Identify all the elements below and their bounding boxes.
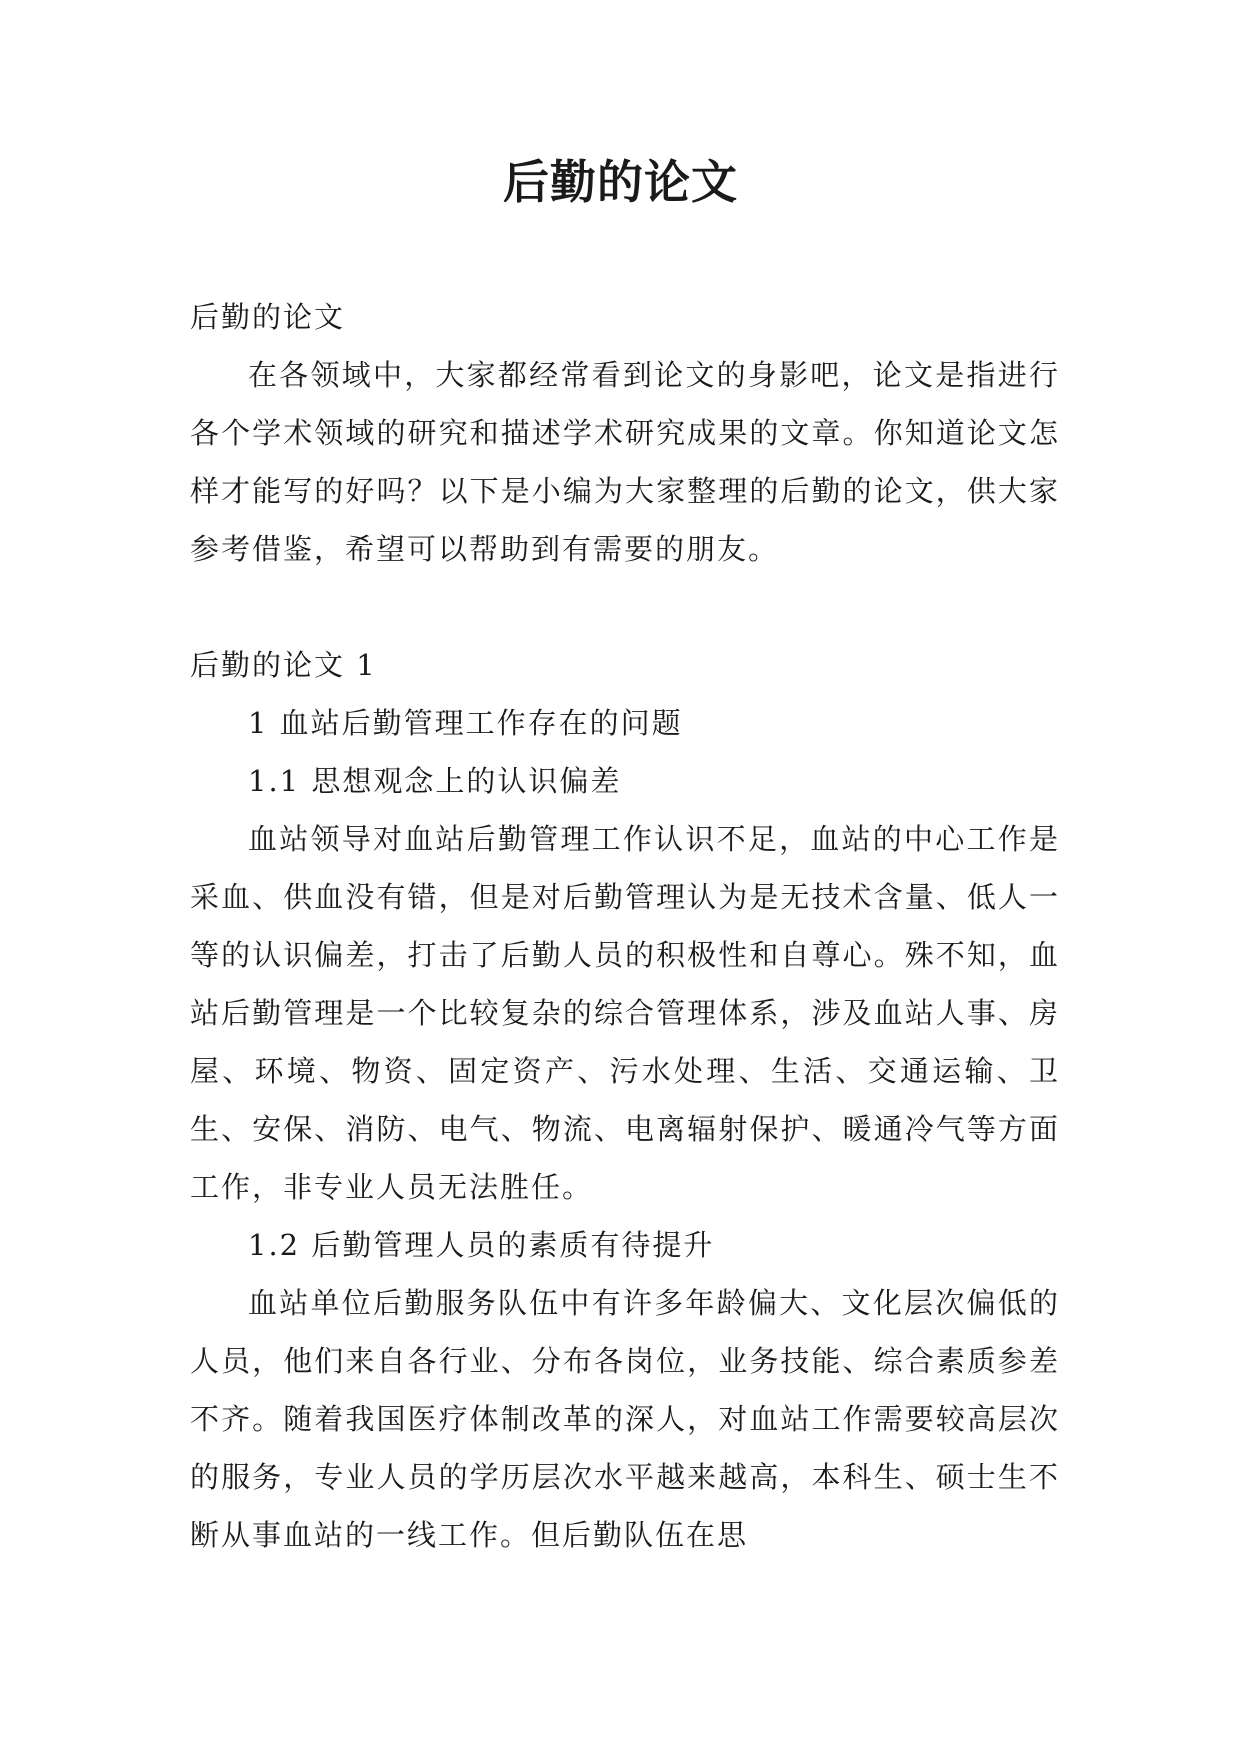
section-heading: 后勤的论文 [190, 300, 346, 334]
subsection-heading: 1 血站后勤管理工作存在的问题 [248, 706, 683, 740]
intro-paragraph: 在各领域中，大家都经常看到论文的身影吧，论文是指进行各个学术领域的研究和描述学术研究成果的文章。你知道论文怎样才能写的好吗？以下是小编为大家整理的后勤的论文，供大家参考借鉴，希望可以帮助到有需要的朋友。 [190, 358, 1060, 566]
paragraph-spacer [190, 578, 1060, 636]
document-body [190, 288, 1060, 1564]
section-heading: 后勤的论文 1 [190, 648, 377, 682]
document-title: 后勤的论文 [503, 155, 738, 209]
body-paragraph: 血站单位后勤服务队伍中有许多年龄偏大、文化层次偏低的人员，他们来自各行业、分布各岗位，业务技能、综合素质参差不齐。随着我国医疗体制改革的深人，对血站工作需要较高层次的服务，专业人员的学历层次水平越来越高，本科生、硕士生不断从事血站的一线工作。但后勤队伍在思 [190, 1286, 1060, 1552]
subsection-heading: 1.2 后勤管理人员的素质有待提升 [248, 1228, 715, 1262]
body-paragraph: 血站领导对血站后勤管理工作认识不足，血站的中心工作是采血、供血没有错，但是对后勤管理认为是无技术含量、低人一等的认识偏差，打击了后勤人员的积极性和自尊心。殊不知，血站后勤管理是一个比较复杂的综合管理体系，涉及血站人事、房屋、环境、物资、固定资产、污水处理、生活、交通运输、卫生、安保、消防、电气、物流、电离辐射保护、暖通冷气等方面工作，非专业人员无法胜任。 [190, 822, 1060, 1204]
subsection-heading: 1.1 思想观念上的认识偏差 [248, 764, 622, 798]
